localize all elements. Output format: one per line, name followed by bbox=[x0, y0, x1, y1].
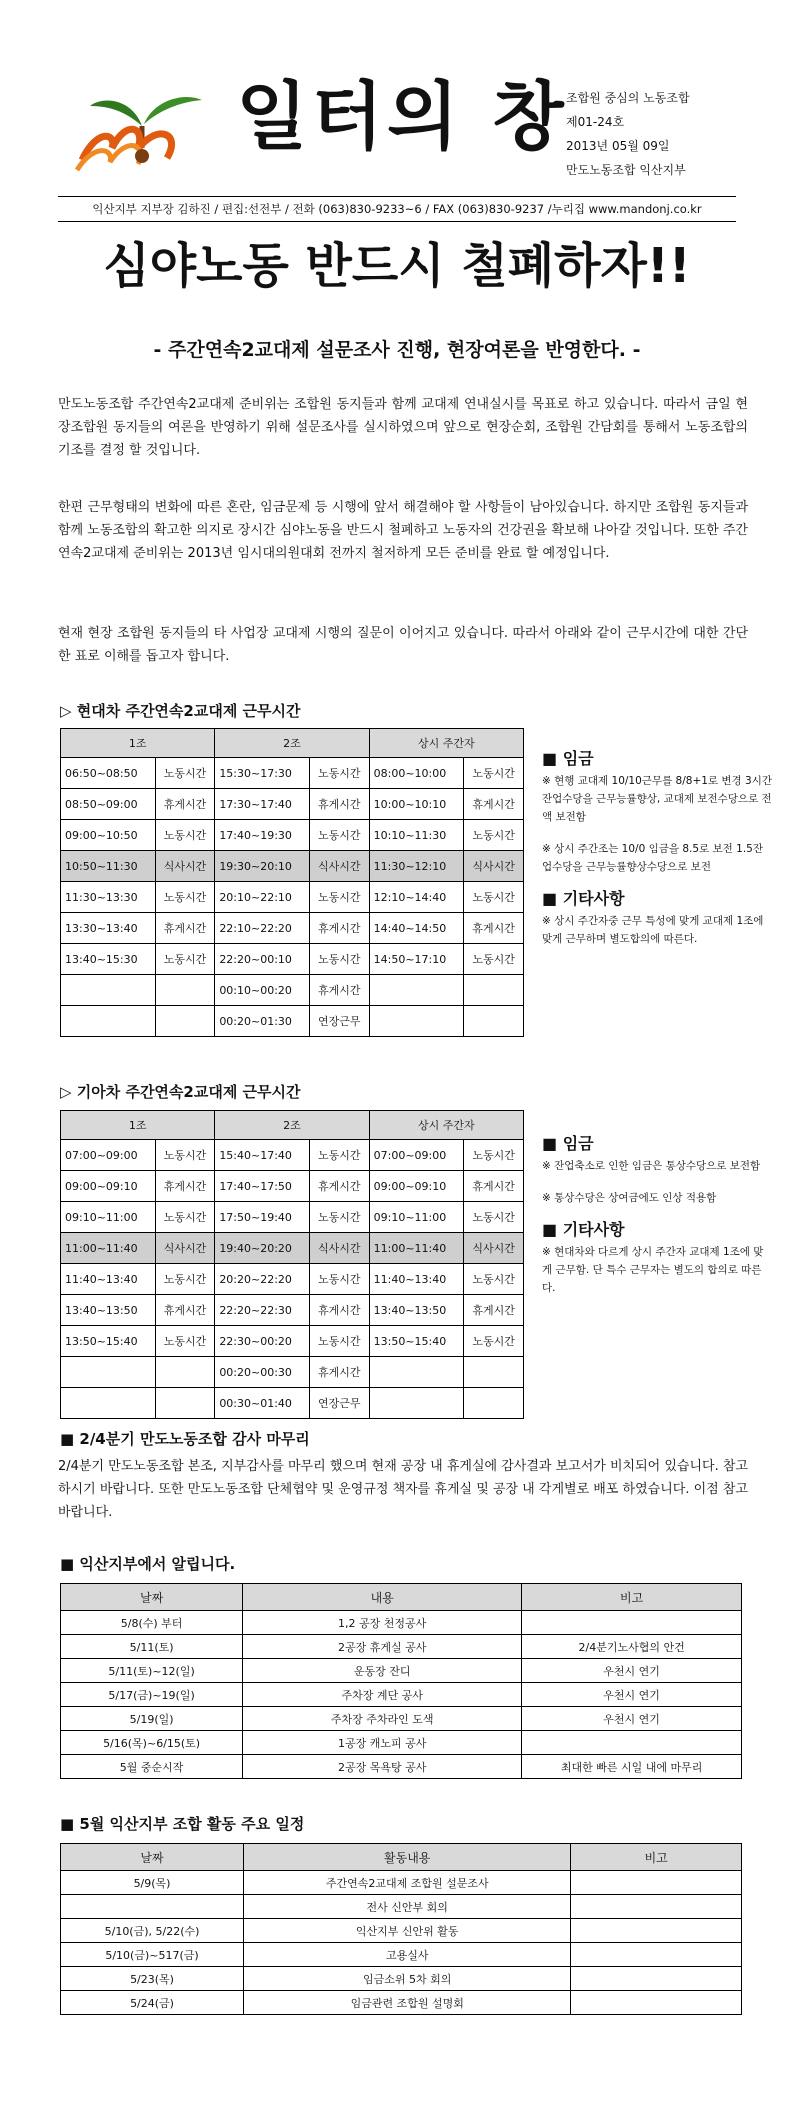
type-cell: 식사시간 bbox=[309, 1233, 369, 1264]
type-cell: 노동시간 bbox=[155, 882, 215, 913]
table-row bbox=[61, 1202, 524, 1233]
type-cell: 노동시간 bbox=[309, 758, 369, 789]
time-cell: 09:10~11:00 bbox=[61, 1202, 156, 1233]
type-cell: 식사시간 bbox=[309, 851, 369, 882]
time-cell bbox=[61, 1357, 156, 1388]
table-row bbox=[61, 789, 524, 820]
type-cell: 노동시간 bbox=[155, 944, 215, 975]
table-header-row bbox=[61, 1584, 742, 1611]
time-cell: 17:30~17:40 bbox=[215, 789, 310, 820]
time-cell: 20:10~22:10 bbox=[215, 882, 310, 913]
type-cell: 연장근무 bbox=[309, 1388, 369, 1419]
table-row bbox=[61, 882, 524, 913]
note-text: ※ 현대차와 다르게 상시 주간자 교대제 1조에 맞게 근무함. 단 특수 근무자는 별도의 합의로 따른다. bbox=[542, 1246, 764, 1294]
table-cell: 5/23(목) bbox=[61, 1967, 244, 1991]
type-cell: 노동시간 bbox=[309, 1264, 369, 1295]
type-cell: 휴게시간 bbox=[464, 1295, 524, 1326]
note-text: ※ 현행 교대제 10/10근무를 8/8+1로 변경 3시간 잔업수당을 근무능률향상, 교대제 보전수당으로 전액 보전함 bbox=[542, 775, 772, 823]
column-header: 2조 bbox=[215, 729, 369, 758]
type-cell bbox=[464, 1006, 524, 1037]
type-cell bbox=[464, 1357, 524, 1388]
type-cell: 휴게시간 bbox=[155, 789, 215, 820]
column-header: 내용 bbox=[243, 1584, 522, 1611]
type-cell: 노동시간 bbox=[155, 1326, 215, 1357]
slogan: 조합원 중심의 노동조합 bbox=[566, 91, 690, 105]
time-cell bbox=[369, 975, 464, 1006]
type-cell: 노동시간 bbox=[464, 1326, 524, 1357]
time-cell: 19:40~20:20 bbox=[215, 1233, 310, 1264]
type-cell: 노동시간 bbox=[309, 820, 369, 851]
type-cell: 연장근무 bbox=[309, 1006, 369, 1037]
type-cell: 노동시간 bbox=[155, 1202, 215, 1233]
time-cell: 13:40~13:50 bbox=[369, 1295, 464, 1326]
newsletter-title: 일터의 창 bbox=[236, 74, 568, 160]
type-cell: 노동시간 bbox=[464, 1264, 524, 1295]
table-cell bbox=[522, 1611, 742, 1635]
time-cell: 09:10~11:00 bbox=[369, 1202, 464, 1233]
table-cell: 1,2 공장 천정공사 bbox=[243, 1611, 522, 1635]
type-cell: 휴게시간 bbox=[309, 1357, 369, 1388]
type-cell: 노동시간 bbox=[309, 1326, 369, 1357]
table-row bbox=[61, 1967, 742, 1991]
credits-line: 익산지부 지부장 김하진 / 편집:선전부 / 전화 (063)830-9233~6 / FAX (063)830-9237 /누리집 www.mandonj.co.kr bbox=[58, 196, 736, 222]
table-row bbox=[61, 1683, 742, 1707]
time-cell: 07:00~09:00 bbox=[369, 1140, 464, 1171]
type-cell: 식사시간 bbox=[464, 1233, 524, 1264]
table-cell: 5/8(수) 부터 bbox=[61, 1611, 243, 1635]
table-row bbox=[61, 1171, 524, 1202]
type-cell: 노동시간 bbox=[309, 882, 369, 913]
table-cell: 5/17(금)~19(일) bbox=[61, 1683, 243, 1707]
time-cell: 17:40~17:50 bbox=[215, 1171, 310, 1202]
time-cell bbox=[369, 1388, 464, 1419]
time-cell: 11:40~13:40 bbox=[369, 1264, 464, 1295]
type-cell: 식사시간 bbox=[464, 851, 524, 882]
table-cell bbox=[571, 1943, 742, 1967]
type-cell bbox=[155, 1006, 215, 1037]
column-header: 1조 bbox=[61, 1111, 215, 1140]
type-cell: 휴게시간 bbox=[309, 789, 369, 820]
note-heading: ■ 기타사항 bbox=[542, 889, 625, 908]
table-row bbox=[61, 1006, 524, 1037]
table-cell: 고용실사 bbox=[244, 1943, 571, 1967]
kia-heading: ▷ 기아차 주간연속2교대제 근무시간 bbox=[60, 1083, 301, 1101]
type-cell bbox=[464, 975, 524, 1006]
issue-date: 2013년 05월 09일 bbox=[566, 139, 670, 153]
time-cell: 22:20~22:30 bbox=[215, 1295, 310, 1326]
table-row bbox=[61, 944, 524, 975]
table-cell: 우천시 연기 bbox=[522, 1659, 742, 1683]
table-row bbox=[61, 1707, 742, 1731]
time-cell: 00:20~00:30 bbox=[215, 1357, 310, 1388]
table-header-row bbox=[61, 729, 524, 758]
time-cell: 00:30~01:40 bbox=[215, 1388, 310, 1419]
table-row bbox=[61, 820, 524, 851]
column-header: 1조 bbox=[61, 729, 215, 758]
column-header: 날짜 bbox=[61, 1584, 243, 1611]
time-cell bbox=[369, 1357, 464, 1388]
time-cell: 00:10~00:20 bbox=[215, 975, 310, 1006]
type-cell: 노동시간 bbox=[464, 882, 524, 913]
type-cell: 노동시간 bbox=[464, 1140, 524, 1171]
time-cell bbox=[369, 1006, 464, 1037]
time-cell: 19:30~20:10 bbox=[215, 851, 310, 882]
table-cell: 5/16(목)~6/15(토) bbox=[61, 1731, 243, 1755]
type-cell: 노동시간 bbox=[309, 1140, 369, 1171]
table-cell: 주간연속2교대제 조합원 설문조사 bbox=[244, 1871, 571, 1895]
hyundai-shift-table bbox=[60, 728, 524, 1037]
type-cell: 휴게시간 bbox=[464, 789, 524, 820]
time-cell: 10:00~10:10 bbox=[369, 789, 464, 820]
note-text: ※ 상시 주간자중 근무 특성에 맞게 교대제 1조에 맞게 근무하며 별도합의에 따른다. bbox=[542, 915, 764, 945]
table-row bbox=[61, 758, 524, 789]
notice-table bbox=[60, 1583, 742, 1779]
table-cell bbox=[571, 1991, 742, 2015]
audit-paragraph: 2/4분기 만도노동조합 본조, 지부감사를 마무리 했으며 현재 공장 내 휴게실에 감사결과 보고서가 비치되어 있습니다. 참고하시기 바랍니다. 또한 만도노동조합 단체협약 및 운영규정 책자를 휴게실 및 공장 내 각게별로 배포 하였습니다. 이점 참고바랍니다. bbox=[58, 1459, 748, 1520]
table-cell: 5월 중순시작 bbox=[61, 1755, 243, 1779]
type-cell: 노동시간 bbox=[464, 1202, 524, 1233]
table-row bbox=[61, 851, 524, 882]
type-cell: 노동시간 bbox=[155, 1140, 215, 1171]
time-cell: 13:40~13:50 bbox=[61, 1295, 156, 1326]
hyundai-heading: ▷ 현대차 주간연속2교대제 근무시간 bbox=[60, 702, 301, 720]
note-heading: ■ 임금 bbox=[542, 749, 594, 768]
table-cell bbox=[571, 1919, 742, 1943]
type-cell bbox=[464, 1388, 524, 1419]
kia-shift-table bbox=[60, 1110, 524, 1419]
time-cell: 11:30~13:30 bbox=[61, 882, 156, 913]
type-cell: 휴게시간 bbox=[155, 1295, 215, 1326]
table-row bbox=[61, 1326, 524, 1357]
type-cell: 노동시간 bbox=[155, 1264, 215, 1295]
time-cell: 13:50~15:40 bbox=[369, 1326, 464, 1357]
union-logo-icon bbox=[72, 78, 212, 173]
table-row bbox=[61, 1357, 524, 1388]
kia-notes bbox=[542, 1135, 772, 1311]
type-cell: 노동시간 bbox=[464, 944, 524, 975]
type-cell: 휴게시간 bbox=[309, 1295, 369, 1326]
table-cell: 2공장 목욕탕 공사 bbox=[243, 1755, 522, 1779]
time-cell: 13:30~13:40 bbox=[61, 913, 156, 944]
note-text: ※ 통상수당은 상여금에도 인상 적용함 bbox=[542, 1192, 717, 1204]
time-cell bbox=[61, 1388, 156, 1419]
table-row bbox=[61, 1871, 742, 1895]
notice-heading: ■ 익산지부에서 알립니다. bbox=[60, 1555, 236, 1573]
intro-paragraph: 만도노동조합 주간연속2교대제 준비위는 조합원 동지들과 함께 교대제 연내실시를 목표로 하고 있습니다. 따라서 금일 현장조합원 동지들의 여론을 반영하기 위해 설문조사를 실시하였으며 앞으로 현장순회, 조합원 간담회를 통해서 노동조합의 기조를 결정 할 것입니다. bbox=[58, 397, 748, 458]
column-header: 활동내용 bbox=[244, 1844, 571, 1871]
type-cell: 식사시간 bbox=[155, 851, 215, 882]
type-cell bbox=[155, 1388, 215, 1419]
table-cell bbox=[522, 1731, 742, 1755]
type-cell: 식사시간 bbox=[155, 1233, 215, 1264]
table-row bbox=[61, 1264, 524, 1295]
time-cell: 13:40~15:30 bbox=[61, 944, 156, 975]
table-row bbox=[61, 1755, 742, 1779]
type-cell: 휴게시간 bbox=[309, 913, 369, 944]
table-cell: 2공장 휴게실 공사 bbox=[243, 1635, 522, 1659]
table-cell: 운동장 잔디 bbox=[243, 1659, 522, 1683]
table-cell: 우천시 연기 bbox=[522, 1707, 742, 1731]
table-cell bbox=[571, 1967, 742, 1991]
time-cell: 11:00~11:40 bbox=[61, 1233, 156, 1264]
table-cell: 임금관련 조합원 설명회 bbox=[244, 1991, 571, 2015]
table-cell: 5/11(토) bbox=[61, 1635, 243, 1659]
time-cell: 11:00~11:40 bbox=[369, 1233, 464, 1264]
column-header: 상시 주간자 bbox=[369, 729, 523, 758]
table-row bbox=[61, 1919, 742, 1943]
time-cell: 08:50~09:00 bbox=[61, 789, 156, 820]
type-cell bbox=[155, 975, 215, 1006]
time-cell: 22:20~00:10 bbox=[215, 944, 310, 975]
time-cell: 08:00~10:00 bbox=[369, 758, 464, 789]
time-cell: 15:40~17:40 bbox=[215, 1140, 310, 1171]
table-cell bbox=[61, 1895, 244, 1919]
hyundai-notes bbox=[542, 750, 772, 962]
table-row bbox=[61, 1295, 524, 1326]
type-cell: 노동시간 bbox=[155, 758, 215, 789]
time-cell: 10:10~11:30 bbox=[369, 820, 464, 851]
publisher: 만도노동조합 익산지부 bbox=[566, 163, 686, 177]
time-cell: 15:30~17:30 bbox=[215, 758, 310, 789]
table-row bbox=[61, 1635, 742, 1659]
time-cell: 20:20~22:20 bbox=[215, 1264, 310, 1295]
time-cell: 12:10~14:40 bbox=[369, 882, 464, 913]
table-cell: 임금소위 5차 회의 bbox=[244, 1967, 571, 1991]
type-cell: 노동시간 bbox=[464, 758, 524, 789]
time-cell: 13:50~15:40 bbox=[61, 1326, 156, 1357]
table-cell: 5/24(금) bbox=[61, 1991, 244, 2015]
table-cell bbox=[571, 1871, 742, 1895]
type-cell: 휴게시간 bbox=[155, 913, 215, 944]
audit-heading: ■ 2/4분기 만도노동조합 감사 마무리 bbox=[60, 1430, 310, 1448]
table-row bbox=[61, 1140, 524, 1171]
time-cell: 22:30~00:20 bbox=[215, 1326, 310, 1357]
table-row bbox=[61, 1731, 742, 1755]
time-cell bbox=[61, 1006, 156, 1037]
schedule-heading: ■ 5월 익산지부 조합 활동 주요 일정 bbox=[60, 1815, 305, 1833]
type-cell: 노동시간 bbox=[309, 1202, 369, 1233]
type-cell: 노동시간 bbox=[155, 820, 215, 851]
time-cell: 10:50~11:30 bbox=[61, 851, 156, 882]
time-cell: 17:50~19:40 bbox=[215, 1202, 310, 1233]
table-cell: 5/10(금), 5/22(수) bbox=[61, 1919, 244, 1943]
type-cell: 휴게시간 bbox=[309, 975, 369, 1006]
table-row bbox=[61, 1659, 742, 1683]
body-paragraph: 한편 근무형태의 변화에 따른 혼란, 임금문제 등 시행에 앞서 해결해야 할 사항들이 남아있습니다. 하지만 조합원 동지들과 함께 노동조합의 확고한 의지로 장시간 심야노동을 반드시 철폐하고 노동자의 건강권을 확보해 나아갈 것입니다. 또한 주간연속2교대제 준비위는 2013년 임시대의원대회 전까지 철저하게 모든 준비를 완료 할 예정입니다. bbox=[58, 500, 748, 561]
table-cell: 5/9(목) bbox=[61, 1871, 244, 1895]
issue-info bbox=[566, 86, 690, 182]
table-row bbox=[61, 1388, 524, 1419]
table-cell: 2/4분기노사협의 안건 bbox=[522, 1635, 742, 1659]
note-text: ※ 잔업축소로 인한 임금은 통상수당으로 보전함 bbox=[542, 1160, 761, 1172]
table-row bbox=[61, 1991, 742, 2015]
type-cell bbox=[155, 1357, 215, 1388]
time-cell: 14:50~17:10 bbox=[369, 944, 464, 975]
time-cell: 09:00~09:10 bbox=[369, 1171, 464, 1202]
column-header: 날짜 bbox=[61, 1844, 244, 1871]
table-cell: 주차장 주차라인 도색 bbox=[243, 1707, 522, 1731]
table-cell: 5/19(일) bbox=[61, 1707, 243, 1731]
time-cell: 09:00~09:10 bbox=[61, 1171, 156, 1202]
table-cell: 주차장 계단 공사 bbox=[243, 1683, 522, 1707]
time-cell: 07:00~09:00 bbox=[61, 1140, 156, 1171]
column-header: 2조 bbox=[215, 1111, 369, 1140]
column-header: 비고 bbox=[571, 1844, 742, 1871]
time-cell: 11:40~13:40 bbox=[61, 1264, 156, 1295]
table-row bbox=[61, 1943, 742, 1967]
note-heading: ■ 임금 bbox=[542, 1134, 594, 1153]
table-header-row bbox=[61, 1844, 742, 1871]
table-cell: 우천시 연기 bbox=[522, 1683, 742, 1707]
type-cell: 노동시간 bbox=[464, 820, 524, 851]
table-cell bbox=[571, 1895, 742, 1919]
column-header: 상시 주간자 bbox=[369, 1111, 523, 1140]
type-cell: 노동시간 bbox=[309, 944, 369, 975]
time-cell: 11:30~12:10 bbox=[369, 851, 464, 882]
table-cell: 5/11(토)~12(일) bbox=[61, 1659, 243, 1683]
headline: 심야노동 반드시 철폐하자!! bbox=[103, 238, 691, 294]
table-cell: 전사 신안부 회의 bbox=[244, 1895, 571, 1919]
issue-number: 제01-24호 bbox=[566, 115, 625, 129]
time-cell: 17:40~19:30 bbox=[215, 820, 310, 851]
type-cell: 휴게시간 bbox=[309, 1171, 369, 1202]
table-row bbox=[61, 975, 524, 1006]
time-cell: 00:20~01:30 bbox=[215, 1006, 310, 1037]
time-cell: 09:00~10:50 bbox=[61, 820, 156, 851]
table-row bbox=[61, 913, 524, 944]
schedule-table bbox=[60, 1843, 742, 2015]
explain-paragraph: 현재 현장 조합원 동지들의 타 사업장 교대제 시행의 질문이 이어지고 있습니다. 따라서 아래와 같이 근무시간에 대한 간단한 표로 이해를 돕고자 합니다. bbox=[58, 626, 748, 664]
time-cell: 22:10~22:20 bbox=[215, 913, 310, 944]
type-cell: 휴게시간 bbox=[464, 913, 524, 944]
table-cell: 익산지부 신안위 활동 bbox=[244, 1919, 571, 1943]
time-cell bbox=[61, 975, 156, 1006]
table-row bbox=[61, 1233, 524, 1264]
table-cell: 1공장 캐노피 공사 bbox=[243, 1731, 522, 1755]
table-header-row bbox=[61, 1111, 524, 1140]
column-header: 비고 bbox=[522, 1584, 742, 1611]
time-cell: 06:50~08:50 bbox=[61, 758, 156, 789]
note-heading: ■ 기타사항 bbox=[542, 1220, 625, 1239]
note-text: ※ 상시 주간조는 10/0 임금을 8.5로 보전 1.5잔업수당을 근무능률향상수당으로 보전 bbox=[542, 843, 763, 873]
table-cell: 5/10(금)~517(금) bbox=[61, 1943, 244, 1967]
table-row bbox=[61, 1611, 742, 1635]
table-cell: 최대한 빠른 시일 내에 마무리 bbox=[522, 1755, 742, 1779]
table-row bbox=[61, 1895, 742, 1919]
time-cell: 14:40~14:50 bbox=[369, 913, 464, 944]
subheadline: - 주간연속2교대제 설문조사 진행, 현장여론을 반영한다. - bbox=[153, 339, 641, 361]
type-cell: 휴게시간 bbox=[464, 1171, 524, 1202]
type-cell: 휴게시간 bbox=[155, 1171, 215, 1202]
